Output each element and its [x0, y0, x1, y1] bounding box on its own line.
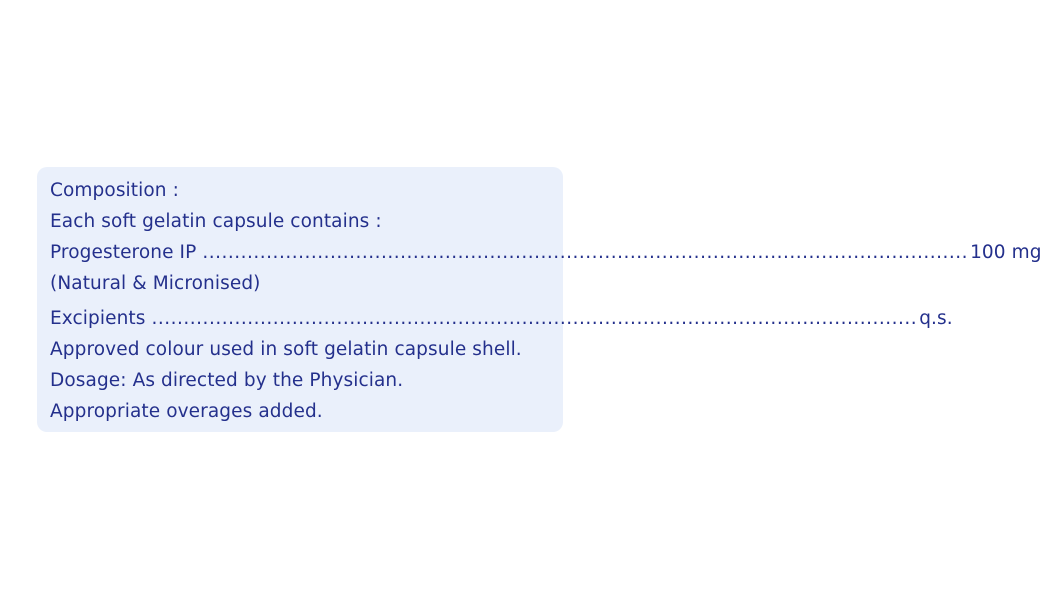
leader-dots: ........................................................................................................................ [202, 242, 969, 263]
composition-heading: Composition : [50, 180, 179, 201]
colour-note: Approved colour used in soft gelatin capsule shell. [50, 339, 522, 360]
ingredient-amount: q.s. [919, 308, 953, 329]
leader-dots: ........................................................................................................................ [151, 308, 918, 329]
ingredient-row-progesterone [50, 237, 1042, 268]
ingredient-note: (Natural & Micronised) [50, 273, 261, 294]
capsule-intro-text: Each soft gelatin capsule contains : [50, 211, 382, 232]
dosage-note: Dosage: As directed by the Physician. [50, 370, 404, 391]
ingredient-amount: 100 mg [970, 242, 1042, 263]
composition-panel [37, 167, 1042, 432]
overages-note: Appropriate overages added. [50, 401, 323, 422]
ingredient-name: Progesterone IP [50, 242, 197, 263]
ingredient-name: Excipients [50, 308, 146, 329]
ingredient-row-excipients [50, 303, 953, 334]
